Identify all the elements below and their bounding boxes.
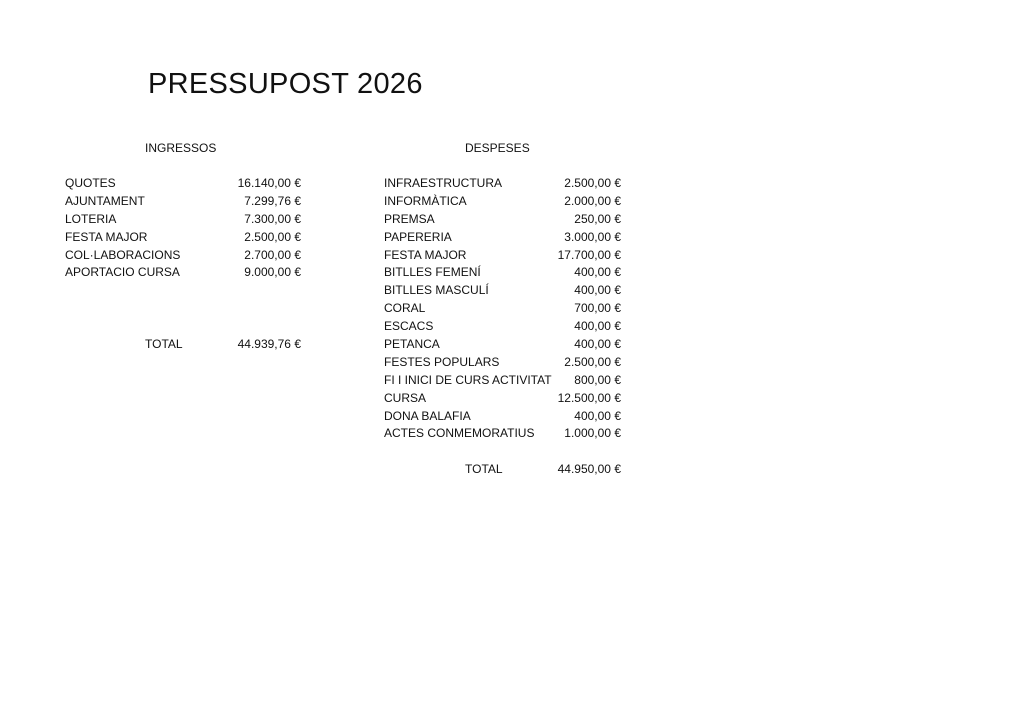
despeses-row xyxy=(384,175,621,193)
ingressos-row xyxy=(65,229,301,247)
despeses-row-amount: 400,00 € xyxy=(574,337,621,352)
despeses-row xyxy=(384,408,621,426)
ingressos-row-amount: 7.300,00 € xyxy=(244,211,301,226)
ingressos-row xyxy=(65,175,301,193)
despeses-row-amount: 2.500,00 € xyxy=(564,354,621,369)
ingressos-row-label: AJUNTAMENT xyxy=(65,193,145,208)
despeses-row-amount: 2.500,00 € xyxy=(564,176,621,190)
despeses-row xyxy=(384,354,621,372)
despeses-row xyxy=(384,336,621,354)
despeses-row-amount: 400,00 € xyxy=(574,408,621,423)
despeses-row xyxy=(384,193,621,211)
ingressos-list xyxy=(65,175,301,282)
despeses-row xyxy=(384,300,621,318)
despeses-row xyxy=(384,372,621,390)
ingressos-row xyxy=(65,247,301,265)
despeses-row xyxy=(384,211,621,229)
ingressos-row-amount: 2.700,00 € xyxy=(244,247,301,262)
despeses-row-amount: 800,00 € xyxy=(574,372,621,387)
despeses-row-amount: 250,00 € xyxy=(574,211,621,226)
despeses-row xyxy=(384,318,621,336)
despeses-row-amount: 400,00 € xyxy=(574,265,621,280)
despeses-total-label: TOTAL xyxy=(465,462,503,476)
despeses-row xyxy=(384,229,621,247)
despeses-row-amount: 1.000,00 € xyxy=(564,426,621,441)
despeses-row-label: DONA BALAFIA xyxy=(384,408,471,423)
ingressos-row-label: LOTERIA xyxy=(65,211,117,226)
despeses-row-label: FESTA MAJOR xyxy=(384,247,467,262)
despeses-row-amount: 12.500,00 € xyxy=(557,390,621,405)
despeses-row-label: PAPERERIA xyxy=(384,229,452,244)
despeses-row-label: INFRAESTRUCTURA xyxy=(384,176,503,190)
despeses-heading: DESPESES xyxy=(465,141,530,155)
ingressos-row-amount: 16.140,00 € xyxy=(237,176,301,190)
despeses-row xyxy=(384,264,621,282)
despeses-list xyxy=(384,175,621,443)
despeses-row-label: ESCACS xyxy=(384,319,434,334)
page-title: PRESSUPOST 2026 xyxy=(148,68,423,100)
despeses-row-amount: 2.000,00 € xyxy=(564,193,621,208)
despeses-row-label: CORAL xyxy=(384,301,426,316)
despeses-row-label: ACTES CONMEMORATIUS xyxy=(384,426,535,441)
despeses-row-label: FI I INICI DE CURS ACTIVITAT xyxy=(384,372,552,387)
ingressos-row xyxy=(65,264,301,282)
ingressos-row-amount: 7.299,76 € xyxy=(244,193,301,208)
despeses-row-amount: 700,00 € xyxy=(574,301,621,316)
ingressos-row-label: QUOTES xyxy=(65,176,116,190)
despeses-row-amount: 400,00 € xyxy=(574,283,621,298)
ingressos-heading: INGRESSOS xyxy=(145,141,217,155)
despeses-row-amount: 3.000,00 € xyxy=(564,229,621,244)
despeses-row xyxy=(384,425,621,443)
despeses-row-label: INFORMÀTICA xyxy=(384,193,467,208)
despeses-total-amount: 44.950,00 € xyxy=(557,462,621,476)
ingressos-total-amount: 44.939,76 € xyxy=(237,337,301,351)
ingressos-row-label: APORTACIO CURSA xyxy=(65,265,180,280)
ingressos-row xyxy=(65,193,301,211)
despeses-row-label: PETANCA xyxy=(384,337,440,352)
despeses-row-label: BITLLES FEMENÍ xyxy=(384,265,481,280)
ingressos-row xyxy=(65,211,301,229)
despeses-row-label: FESTES POPULARS xyxy=(384,354,500,369)
despeses-row-label: BITLLES MASCULÍ xyxy=(384,283,489,298)
ingressos-row-label: FESTA MAJOR xyxy=(65,229,148,244)
ingressos-total-label: TOTAL xyxy=(145,337,183,351)
despeses-row xyxy=(384,247,621,265)
despeses-row-label: CURSA xyxy=(384,390,427,405)
despeses-row xyxy=(384,282,621,300)
despeses-row xyxy=(384,390,621,408)
despeses-row-amount: 400,00 € xyxy=(574,319,621,334)
ingressos-row-amount: 9.000,00 € xyxy=(244,265,301,280)
ingressos-row-amount: 2.500,00 € xyxy=(244,229,301,244)
despeses-row-amount: 17.700,00 € xyxy=(557,247,621,262)
ingressos-row-label: COL·LABORACIONS xyxy=(65,247,181,262)
despeses-row-label: PREMSA xyxy=(384,211,435,226)
